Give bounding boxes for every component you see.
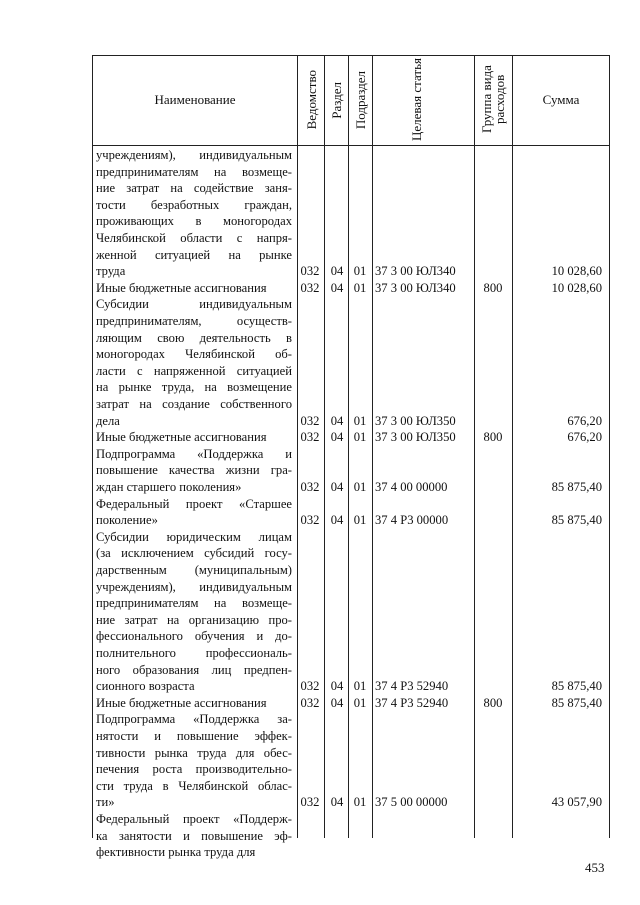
table-border-right — [609, 55, 610, 838]
row-name-line: фессионального обучения и до- — [96, 629, 292, 644]
row-name-line: нятости и повышение эффек- — [96, 729, 292, 743]
row-name-line: моногородах Челябинской об- — [96, 347, 292, 362]
row-name-line: Федеральный проект «Старшее — [96, 496, 292, 511]
row-summa: 43 057,90 — [551, 795, 602, 810]
row-name-line: ласти с напряженной ситуацией — [96, 363, 292, 378]
row-name-line: полнительного профессиональ- — [96, 646, 292, 660]
row-vedomstvo: 032 — [300, 413, 320, 428]
row-name-line: повышение качества жизни гра- — [96, 463, 292, 478]
row-razdel: 04 — [330, 280, 344, 295]
row-name-line: на рынке труда, на возмещение — [96, 380, 292, 395]
col-divider — [324, 55, 325, 838]
row-razdel: 04 — [330, 513, 344, 528]
row-name-line: дарственным (муниципальным) — [96, 563, 292, 577]
header-podrazdel-label: Подраздел — [353, 70, 368, 130]
col-divider — [297, 55, 298, 838]
row-name-line: тости безработных граждан, — [96, 197, 292, 212]
row-name-line: предпринимателям на возмеще- — [96, 164, 292, 179]
row-name-line: учреждениям), индивидуальным — [96, 579, 292, 594]
header-vedomstvo — [298, 56, 324, 144]
col-divider — [512, 55, 513, 838]
col-divider — [372, 55, 373, 838]
row-gruppa: 800 — [483, 280, 503, 295]
row-vedomstvo: 032 — [300, 430, 320, 445]
row-podrazdel: 01 — [353, 280, 367, 295]
row-name-line: затрат на создание собственного — [96, 397, 292, 411]
row-name-line: дела — [96, 413, 120, 428]
header-razdel — [325, 56, 348, 144]
header-celevaya — [373, 56, 474, 144]
row-podrazdel: 01 — [353, 480, 367, 494]
row-vedomstvo: 032 — [300, 679, 320, 694]
row-name-line: ние затрат на содействие заня- — [96, 181, 292, 196]
row-name-line: сионного возраста — [96, 679, 195, 694]
row-name-line: ного образования лиц предпен- — [96, 662, 292, 677]
row-razdel: 04 — [330, 480, 344, 494]
row-summa: 676,20 — [567, 430, 602, 445]
budget-table — [92, 55, 610, 860]
row-summa: 10 028,60 — [551, 264, 602, 279]
row-name-line: Субсидии индивидуальным — [96, 297, 292, 312]
page-number: 453 — [585, 860, 605, 875]
row-name-line: ляющим свою деятельность в — [96, 330, 292, 345]
row-vedomstvo: 032 — [300, 513, 320, 528]
row-celevaya: 37 5 00 00000 — [375, 795, 448, 810]
row-name-line: печения роста производительно- — [96, 762, 292, 777]
row-name-line: Подпрограмма «Поддержка за- — [96, 712, 292, 727]
row-name-line: женной ситуацией на рынке — [96, 247, 292, 262]
row-name-line: сти труда в Челябинской облас- — [96, 778, 292, 793]
row-name-line: Субсидии юридическим лицам — [96, 529, 292, 544]
row-vedomstvo: 032 — [300, 280, 320, 295]
header-podrazdel — [349, 56, 372, 144]
row-name-line: Иные бюджетные ассигнования — [96, 695, 267, 710]
col-divider — [474, 55, 475, 838]
row-name-line: ние затрат на организацию про- — [96, 612, 292, 627]
row-name-line: Иные бюджетные ассигнования — [96, 280, 267, 295]
row-celevaya: 37 4 P3 52940 — [375, 695, 449, 710]
row-podrazdel: 01 — [353, 679, 367, 694]
row-summa: 10 028,60 — [551, 280, 602, 295]
header-vedomstvo-label: Ведомство — [303, 70, 319, 130]
row-vedomstvo: 032 — [300, 264, 320, 279]
row-vedomstvo: 032 — [300, 695, 320, 710]
row-podrazdel: 01 — [353, 264, 367, 279]
row-name-line: Федеральный проект «Поддерж- — [96, 812, 292, 826]
table-border-left — [92, 55, 93, 838]
row-name-line: ти» — [96, 795, 115, 810]
row-razdel: 04 — [330, 695, 344, 710]
row-name-line: предпринимателям, осуществ- — [96, 314, 292, 328]
header-gruppa-label: Группа вида расходов — [478, 65, 507, 133]
row-celevaya: 37 3 00 ЮЛ340 — [375, 264, 456, 279]
header-name — [93, 56, 297, 144]
row-name-line: предпринимателям на возмеще- — [96, 596, 292, 611]
row-name-line: Иные бюджетные ассигнования — [96, 430, 267, 445]
row-name-line: учреждениям), индивидуальным — [96, 148, 292, 162]
row-celevaya: 37 3 00 ЮЛ350 — [375, 430, 456, 445]
row-summa: 85 875,40 — [551, 513, 602, 528]
row-name-line: тивности рынка труда для обес- — [96, 745, 292, 760]
row-summa: 85 875,40 — [551, 480, 602, 494]
header-name-label: Наименование — [154, 92, 236, 107]
col-divider — [348, 55, 349, 838]
row-podrazdel: 01 — [353, 513, 367, 528]
row-name-line: поколение» — [96, 513, 158, 528]
row-razdel: 04 — [330, 795, 344, 810]
row-podrazdel: 01 — [353, 795, 367, 810]
row-podrazdel: 01 — [353, 413, 367, 428]
row-celevaya: 37 3 00 ЮЛ340 — [375, 280, 456, 295]
row-name-line: (за исключением субсидий госу- — [96, 546, 292, 561]
row-razdel: 04 — [330, 413, 344, 428]
row-celevaya: 37 4 00 00000 — [375, 480, 448, 494]
row-name-line: фективности рынка труда для — [96, 845, 256, 860]
header-divider — [92, 145, 610, 146]
row-razdel: 04 — [330, 430, 344, 445]
header-celevaya-label: Целевая статья — [408, 58, 424, 142]
row-podrazdel: 01 — [353, 430, 367, 445]
row-celevaya: 37 4 P3 52940 — [375, 679, 449, 694]
header-razdel-label: Раздел — [329, 81, 344, 119]
header-summa — [513, 56, 609, 144]
row-summa: 85 875,40 — [551, 695, 602, 710]
row-name-line: труда — [96, 264, 126, 279]
row-name-line: проживающих в моногородах — [96, 214, 292, 229]
row-name-line: ка занятости и повышение эф- — [96, 828, 292, 843]
header-summa-label: Сумма — [542, 92, 580, 107]
row-vedomstvo: 032 — [300, 480, 320, 494]
row-podrazdel: 01 — [353, 695, 367, 710]
row-name-line: Подпрограмма «Поддержка и — [96, 446, 292, 461]
row-summa: 676,20 — [567, 413, 602, 428]
row-celevaya: 37 3 00 ЮЛ350 — [375, 413, 456, 428]
row-celevaya: 37 4 P3 00000 — [375, 513, 449, 528]
row-gruppa: 800 — [483, 430, 503, 445]
row-name-line: Челябинской области с напря- — [96, 231, 292, 245]
row-razdel: 04 — [330, 679, 344, 694]
row-name-line: ждан старшего поколения» — [96, 480, 242, 494]
header-gruppa — [475, 56, 512, 144]
row-summa: 85 875,40 — [551, 679, 602, 694]
row-vedomstvo: 032 — [300, 795, 320, 810]
row-gruppa: 800 — [483, 695, 503, 710]
row-razdel: 04 — [330, 264, 344, 279]
